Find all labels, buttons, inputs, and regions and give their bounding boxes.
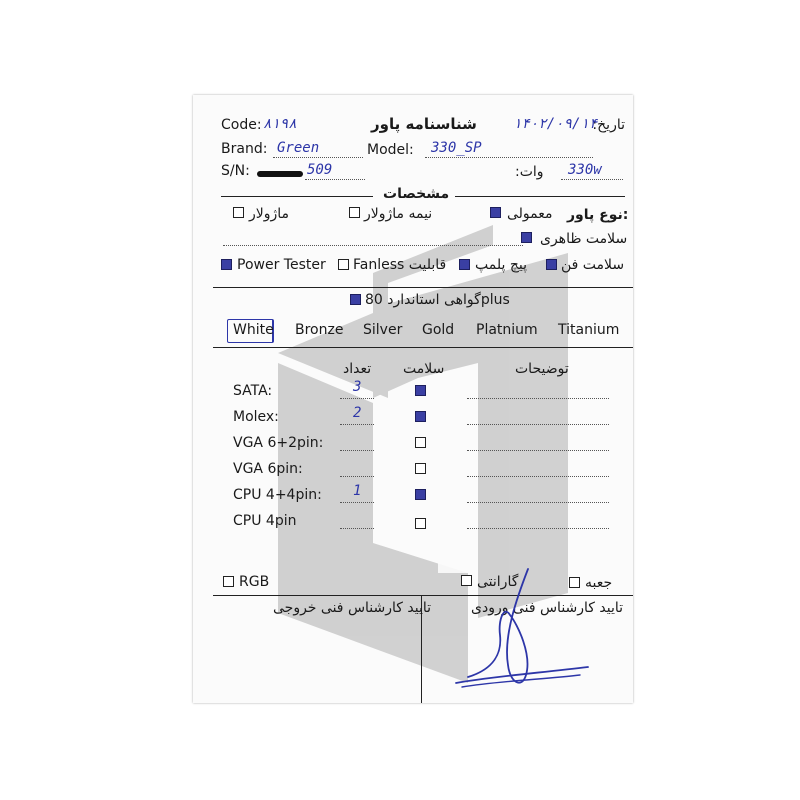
connector-count-line [340, 476, 374, 477]
connector-notes-line [467, 528, 609, 529]
serial-value[interactable]: 509 [307, 162, 333, 178]
watt-label: وات: [515, 164, 544, 180]
appearance-label: سلامت ظاهری [540, 231, 628, 247]
model-label: Model: [367, 142, 414, 158]
exit-approval-label: تایید کارشناس فنی خروجی [273, 600, 432, 616]
specs-title: مشخصات [383, 186, 450, 202]
power-tester-label: Power Tester [237, 257, 326, 273]
brand-field-line [273, 157, 363, 158]
plus80-checkbox[interactable] [350, 294, 361, 305]
rgb-checkbox[interactable] [223, 576, 234, 587]
power-certificate-card [193, 95, 633, 703]
plus80-label: گواهی استاندارد 80plus [365, 292, 510, 308]
connector-name: CPU 4+4pin: [233, 487, 322, 503]
connector-health-checkbox[interactable] [415, 411, 426, 422]
connector-name: SATA: [233, 383, 273, 399]
connector-name: VGA 6pin: [233, 461, 303, 477]
brand-label: Brand: [221, 141, 268, 157]
connector-count-value[interactable]: 3 [353, 379, 362, 395]
connector-name: Molex: [233, 409, 279, 425]
seal-screw-checkbox[interactable] [459, 259, 470, 270]
connector-name: VGA 6+2pin: [233, 435, 324, 451]
brand-value[interactable]: Green [277, 140, 320, 156]
power-type-label: نوع پاور: [567, 207, 629, 223]
fan-health-label: سلامت فن [561, 257, 625, 273]
connector-count-line [340, 528, 374, 529]
fanless-checkbox[interactable] [338, 259, 349, 270]
rating-titanium[interactable]: Titanium [558, 322, 620, 338]
connector-health-checkbox[interactable] [415, 518, 426, 529]
connector-notes-line [467, 424, 609, 425]
rating-bronze[interactable]: Bronze [295, 322, 344, 338]
rating-white[interactable]: White [233, 322, 274, 338]
specs-divider-right [455, 196, 625, 197]
date-label: تاریخ: [592, 117, 625, 133]
section-divider-1 [213, 287, 633, 288]
connector-notes-line [467, 450, 609, 451]
model-field-line [425, 157, 593, 158]
power-tester-checkbox[interactable] [221, 259, 232, 270]
appearance-notes-line [223, 245, 523, 246]
connector-health-checkbox[interactable] [415, 437, 426, 448]
specs-divider-left [221, 196, 373, 197]
entry-approval-label: تایید کارشناس فنی ورودی [471, 600, 624, 616]
code-value[interactable]: ۸۱۹۸ [263, 116, 297, 132]
rating-silver[interactable]: Silver [363, 322, 403, 338]
connector-health-checkbox[interactable] [415, 385, 426, 396]
power-type-modular-label: ماژولار [249, 206, 290, 222]
connector-name: CPU 4pin [233, 513, 297, 529]
power-type-semi-modular-label: نیمه ماژولار [364, 206, 433, 222]
code-label: Code: [221, 117, 262, 133]
power-type-normal-checkbox[interactable] [490, 207, 501, 218]
serial-label: S/N: [221, 163, 250, 179]
fan-health-checkbox[interactable] [546, 259, 557, 270]
watt-field-line [561, 179, 623, 180]
connector-notes-header: توضیحات [515, 361, 569, 377]
rgb-label: RGB [239, 574, 270, 590]
connector-health-checkbox[interactable] [415, 463, 426, 474]
connector-count-line [340, 450, 374, 451]
watt-value[interactable]: 330w [568, 162, 602, 178]
technician-signature-icon [448, 565, 598, 695]
connector-notes-line [467, 398, 609, 399]
page-title: شناسنامه پاور [371, 115, 477, 133]
connector-notes-line [467, 476, 609, 477]
connector-count-value[interactable]: 1 [353, 483, 362, 499]
section-divider-2 [213, 347, 633, 348]
power-type-semi-modular-checkbox[interactable] [349, 207, 360, 218]
fanless-label: Fanless قابلیت [353, 257, 447, 273]
connector-health-checkbox[interactable] [415, 489, 426, 500]
rating-platnium[interactable]: Platnium [476, 322, 538, 338]
warranty-label: گارانتی [477, 574, 519, 590]
date-value[interactable]: ۱۴۰۲/۰۹/۱۴ [513, 116, 598, 132]
rating-gold[interactable]: Gold [422, 322, 455, 338]
seal-screw-label: پیچ پلمپ [475, 257, 527, 273]
serial-redaction-bar [257, 171, 303, 177]
connector-count-header: تعداد [343, 361, 372, 377]
connector-notes-line [467, 502, 609, 503]
box-label: جعبه [585, 575, 613, 591]
power-type-normal-label: معمولی [507, 206, 553, 222]
model-value[interactable]: 330_SP [431, 140, 482, 156]
connector-count-line [340, 424, 374, 425]
connector-count-line [340, 398, 374, 399]
power-type-modular-checkbox[interactable] [233, 207, 244, 218]
appearance-checkbox[interactable] [521, 232, 532, 243]
connector-count-line [340, 502, 374, 503]
connector-health-header: سلامت [403, 361, 445, 377]
connector-count-value[interactable]: 2 [353, 405, 362, 421]
serial-field-line [305, 179, 365, 180]
